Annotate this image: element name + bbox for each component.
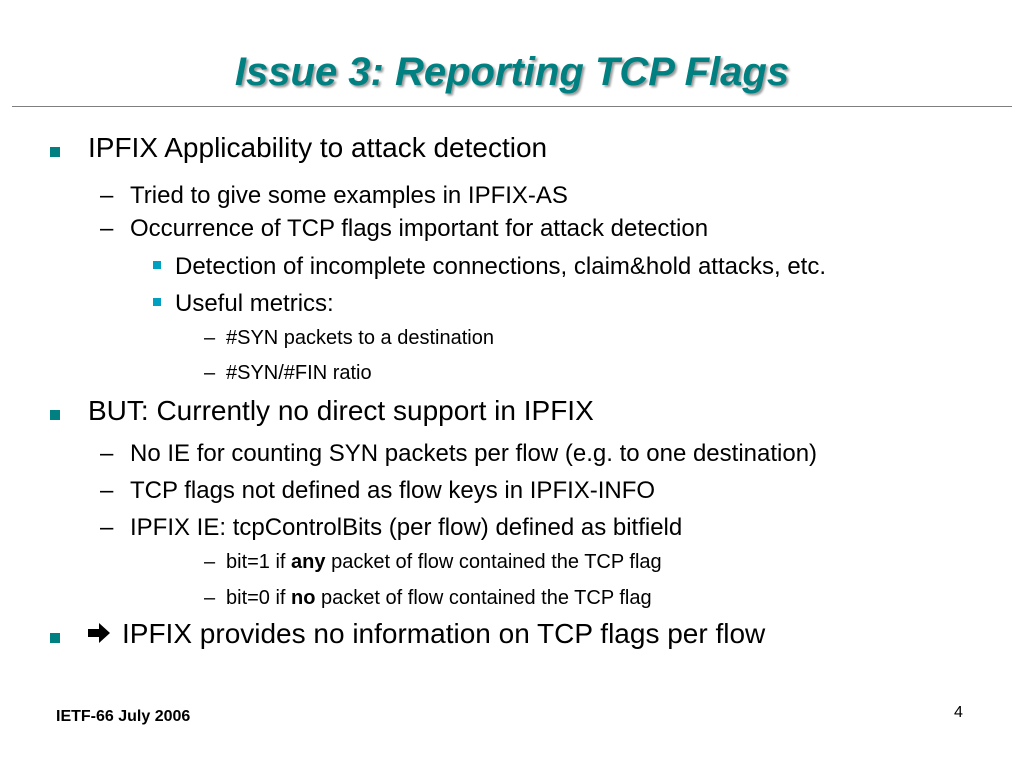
dash-marker: –	[100, 215, 114, 242]
text-fragment: bit=1 if	[226, 551, 292, 573]
bullet-no-direct-support: BUT: Currently no direct support in IPFIX	[88, 395, 594, 426]
text-fragment: packet of flow contained the TCP flag	[315, 587, 652, 609]
subbullet-tcp-control-bits: IPFIX IE: tcpControlBits (per flow) defined as bitfield	[130, 514, 683, 541]
bullet-square-icon	[153, 298, 161, 306]
subbullet-examples: Tried to give some examples in IPFIX-AS	[130, 182, 568, 209]
text-fragment: bit=0 if	[226, 587, 292, 609]
right-arrow-icon	[88, 621, 110, 645]
subbullet-not-flow-keys: TCP flags not defined as flow keys in IPFIX-INFO	[130, 477, 656, 504]
conclusion-text: IPFIX provides no information on TCP flags per flow	[122, 618, 766, 649]
subbullet-useful-metrics: Useful metrics:	[175, 290, 334, 317]
bitfield-bit0	[226, 587, 652, 610]
emphasis-any: any	[291, 551, 326, 573]
emphasis-no: no	[291, 587, 316, 609]
bullet-square-icon	[50, 633, 60, 643]
metric-syn-packets: #SYN packets to a destination	[226, 327, 494, 349]
dash-marker: –	[204, 551, 216, 573]
dash-marker: –	[204, 362, 216, 384]
page-number: 4	[954, 704, 963, 721]
dash-marker: –	[100, 514, 114, 541]
slide-title: Issue 3: Reporting TCP Flags	[234, 50, 790, 94]
bullet-conclusion	[88, 618, 765, 650]
subbullet-incomplete-connections: Detection of incomplete connections, claim&hold attacks, etc.	[175, 253, 826, 280]
bullet-ipfix-applicability: IPFIX Applicability to attack detection	[88, 132, 548, 163]
subbullet-tcp-flags-important: Occurrence of TCP flags important for attack detection	[130, 215, 709, 242]
bullet-square-icon	[50, 147, 60, 157]
bullet-square-icon	[50, 410, 60, 420]
dash-marker: –	[100, 440, 114, 467]
subbullet-no-ie-syn-count: No IE for counting SYN packets per flow (e.g. to one destination)	[130, 440, 818, 467]
title-divider	[12, 106, 1012, 107]
bullet-square-icon	[153, 261, 161, 269]
dash-marker: –	[100, 182, 114, 209]
dash-marker: –	[100, 477, 114, 504]
metric-syn-fin-ratio: #SYN/#FIN ratio	[226, 362, 372, 384]
dash-marker: –	[204, 327, 216, 349]
footer-text: IETF-66 July 2006	[56, 708, 191, 725]
dash-marker: –	[204, 587, 216, 609]
bitfield-bit1	[226, 551, 662, 574]
text-fragment: packet of flow contained the TCP flag	[325, 551, 662, 573]
